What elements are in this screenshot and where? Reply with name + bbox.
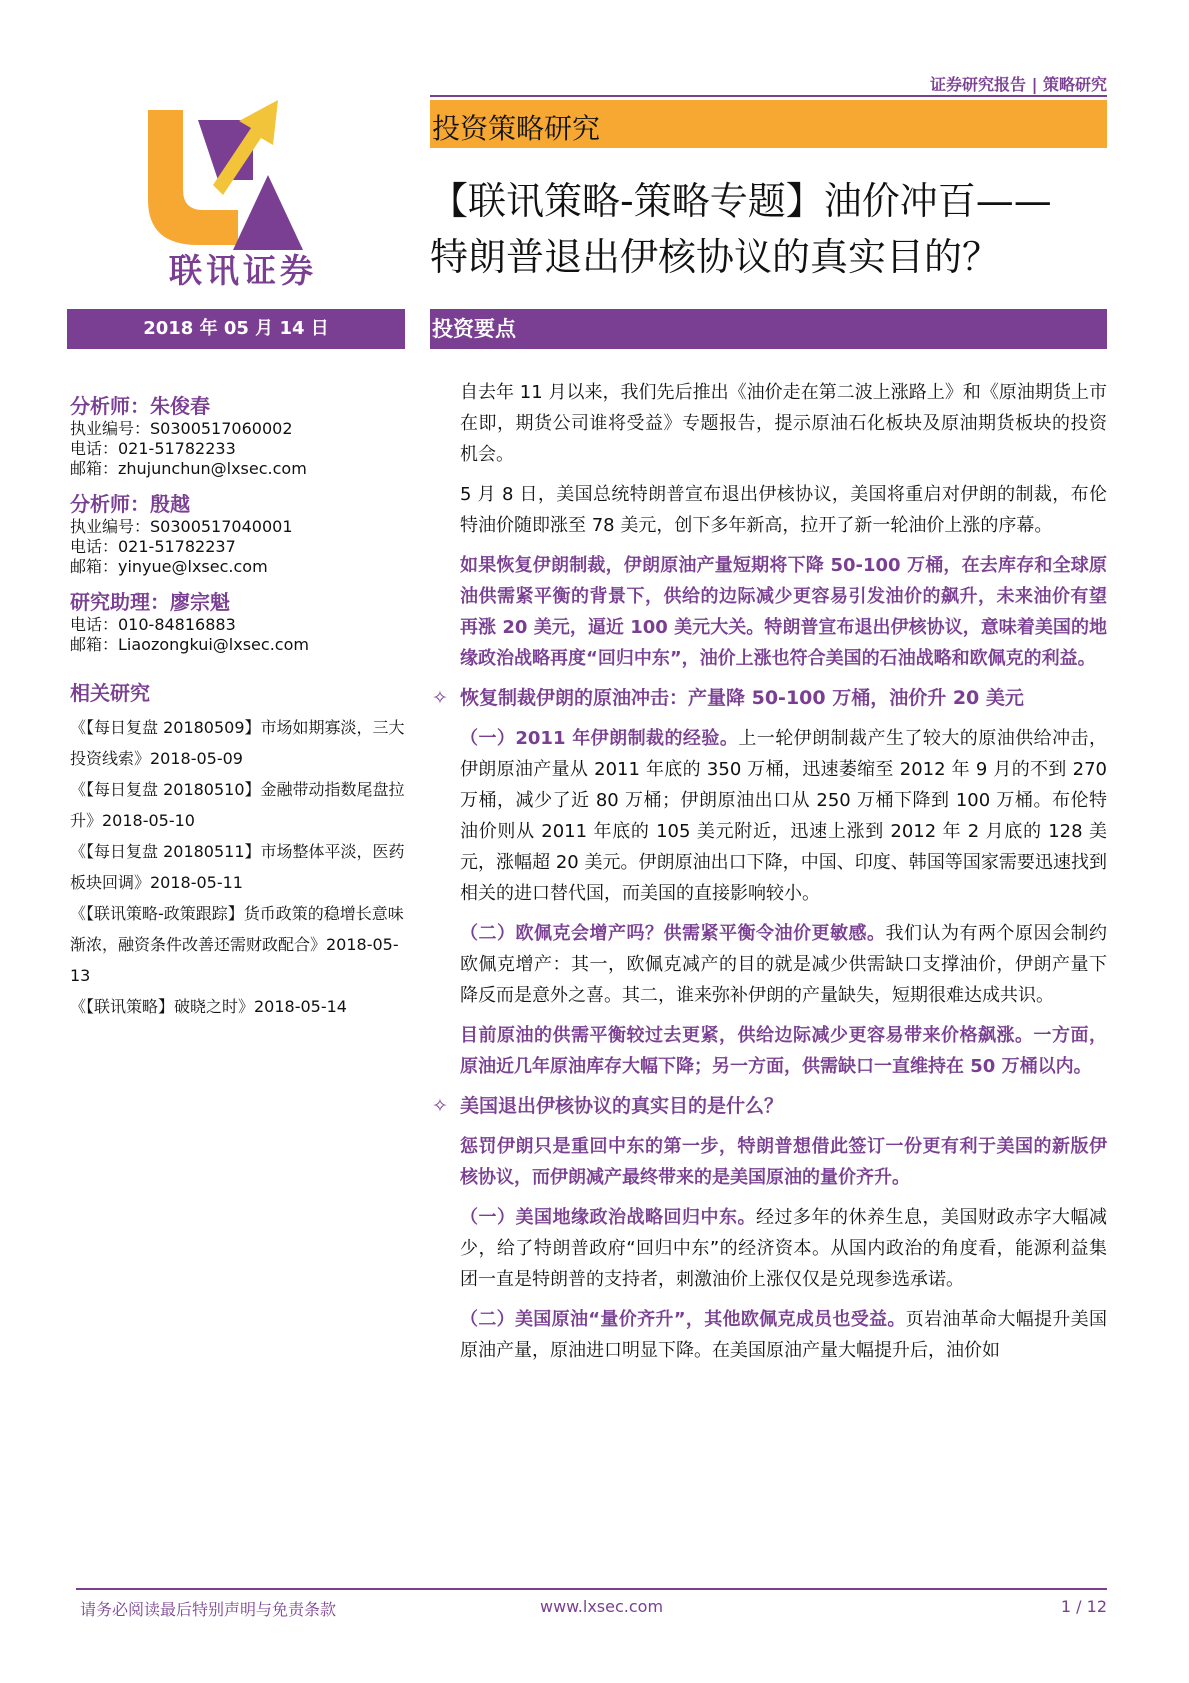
paragraph-text: 我们认为有两个原因会制约欧佩克增产：其一，欧佩克减产的目的就是减少供需缺口支撑油价，伊朗产量下降反而是意外之喜。其二，谁来弥补伊朗的产量缺失，短期很难达成共识。: [460, 923, 1107, 1006]
related-research-link[interactable]: 《【联讯策略】破晓之时》2018-05-14: [70, 997, 347, 1016]
company-logo-text: 联讯证券: [169, 251, 317, 290]
paragraph-text: 页岩油革命大幅提升美国原油产量，原油进口明显下降。在美国原油产量大幅提升后，油价如: [460, 1309, 1107, 1361]
category-label: 投资策略研究: [432, 112, 601, 145]
paragraph-lead: （一）2011 年伊朗制裁的经验。: [460, 728, 739, 749]
header-divider: [430, 95, 1107, 97]
highlight-paragraph: 如果恢复伊朗制裁，伊朗原油产量短期将下降 50-100 万桶，在去库存和全球原油供需紧平衡的背景下，供给的边际减少更容易引发油价的飙升，未来油价有望再涨 20 美元，逼近 100 美元大关。特朗普宣布退出伊核协议，意味着美国的地缘政治战略再度“回归中东”，油价上涨也符合美国的石油战略和欧佩克的利益。: [460, 555, 1107, 669]
paragraph: [460, 1202, 1107, 1295]
paragraph-lead: （二）欧佩克会增产吗？供需紧平衡令油价更敏感。: [460, 923, 886, 944]
analyst-name: 分析师：朱俊春: [70, 394, 210, 418]
category-bar: [430, 100, 1107, 148]
analyst-name: 分析师：殷越: [70, 492, 190, 516]
related-research-heading: 相关研究: [70, 681, 150, 705]
related-research-link[interactable]: 《【每日复盘 20180510】金融带动指数尾盘拉升》2018-05-10: [70, 780, 405, 830]
section-heading: [432, 1091, 1107, 1122]
analyst-id: 执业编号：S0300517040001: [70, 517, 293, 536]
page-number: 1 / 12: [1060, 1597, 1107, 1616]
paragraph: 5 月 8 日，美国总统特朗普宣布退出伊核协议，美国将重启对伊朗的制裁，布伦特油价随即涨至 78 美元，创下多年新高，拉开了新一轮油价上涨的序幕。: [460, 484, 1107, 536]
report-title: [430, 173, 1107, 285]
related-research-link[interactable]: 《【联讯策略-政策跟踪】货币政策的稳增长意味渐浓，融资条件改善还需财政配合》2018-05-13: [70, 904, 404, 985]
section-heading-text: 恢复制裁伊朗的原油冲击：产量降 50-100 万桶，油价升 20 美元: [460, 687, 1024, 709]
paragraph-lead: （一）美国地缘政治战略回归中东。: [460, 1207, 756, 1228]
analyst-phone: 电话：010-84816883: [70, 615, 236, 634]
disclaimer-link[interactable]: 请务必阅读最后特别声明与免责条款: [80, 1600, 337, 1619]
analyst-id: 执业编号：S0300517060002: [70, 419, 293, 438]
analyst-block: [70, 589, 410, 655]
footer-divider: [76, 1588, 1107, 1590]
paragraph: [460, 723, 1107, 909]
analyst-phone: 电话：021-51782233: [70, 439, 236, 458]
related-research-link[interactable]: 《【每日复盘 20180511】市场整体平淡，医药板块回调》2018-05-11: [70, 842, 405, 892]
paragraph: 自去年 11 月以来，我们先后推出《油价走在第二波上涨路上》和《原油期货上市在即，期货公司谁将受益》专题报告，提示原油石化板块及原油期货板块的投资机会。: [460, 382, 1107, 465]
highlight-paragraph: 目前原油的供需平衡较过去更紧，供给边际减少更容易带来价格飙涨。一方面，原油近几年原油库存大幅下降；另一方面，供需缺口一直维持在 50 万桶以内。: [460, 1025, 1107, 1077]
highlight-paragraph: 惩罚伊朗只是重回中东的第一步，特朗普想借此签订一份更有利于美国的新版伊核协议，而伊朗减产最终带来的是美国原油的量价齐升。: [460, 1136, 1107, 1188]
analyst-block: [70, 491, 410, 577]
paragraph-text: 经过多年的休养生息，美国财政赤字大幅减少，给了特朗普政府“回归中东”的经济资本。从国内政治的角度看，能源利益集团一直是特朗普的支持者，刺激油价上涨仅仅是兑现参选承诺。: [460, 1207, 1107, 1290]
analyst-phone: 电话：021-51782237: [70, 537, 236, 556]
key-points-heading: 投资要点: [430, 309, 1107, 349]
related-research-link[interactable]: 《【每日复盘 20180509】市场如期寡淡，三大投资线索》2018-05-09: [70, 718, 405, 768]
section-heading-text: 美国退出伊核协议的真实目的是什么？: [460, 1095, 784, 1117]
title-line-2: 特朗普退出伊核协议的真实目的？: [430, 235, 1001, 279]
paragraph: [460, 1304, 1107, 1366]
paragraph-lead: （二）美国原油“量价齐升”，其他欧佩克成员也受益。: [460, 1309, 906, 1330]
analyst-email: 邮箱：zhujunchun@lxsec.com: [70, 459, 307, 478]
sidebar: [70, 385, 410, 1022]
analyst-name: 研究助理：廖宗魁: [70, 590, 230, 614]
diamond-bullet-icon: ✧: [432, 687, 448, 709]
analyst-block: [70, 393, 410, 479]
website-link[interactable]: www.lxsec.com: [540, 1597, 664, 1616]
analyst-email: 邮箱：Liaozongkui@lxsec.com: [70, 635, 309, 654]
analyst-email: 邮箱：yinyue@lxsec.com: [70, 557, 268, 576]
title-line-1: 【联讯策略-策略专题】油价冲百——: [430, 179, 1052, 223]
paragraph: [460, 918, 1107, 1011]
section-heading: [432, 683, 1107, 714]
main-body: [432, 377, 1107, 1375]
report-date: 2018 年 05 月 14 日: [67, 309, 405, 349]
diamond-bullet-icon: ✧: [432, 1095, 448, 1117]
paragraph-text: 上一轮伊朗制裁产生了较大的原油供给冲击，伊朗原油产量从 2011 年底的 350 万桶，迅速萎缩至 2012 年 9 月的不到 270 万桶，减少了近 80 万桶；伊朗原油出口从 250 万桶下降到 100 万桶。布伦特油价则从 2011 年底的 105 美元附近，迅速上涨到 2012 年 2 月底的 128 美元，涨幅超 20 美元。伊朗原油出口下降，中国、印度、韩国等国家需要迅速找到相关的进口替代国，而美国的直接影响较小。: [460, 728, 1107, 904]
report-type-tag: 证券研究报告 | 策略研究: [930, 75, 1107, 94]
